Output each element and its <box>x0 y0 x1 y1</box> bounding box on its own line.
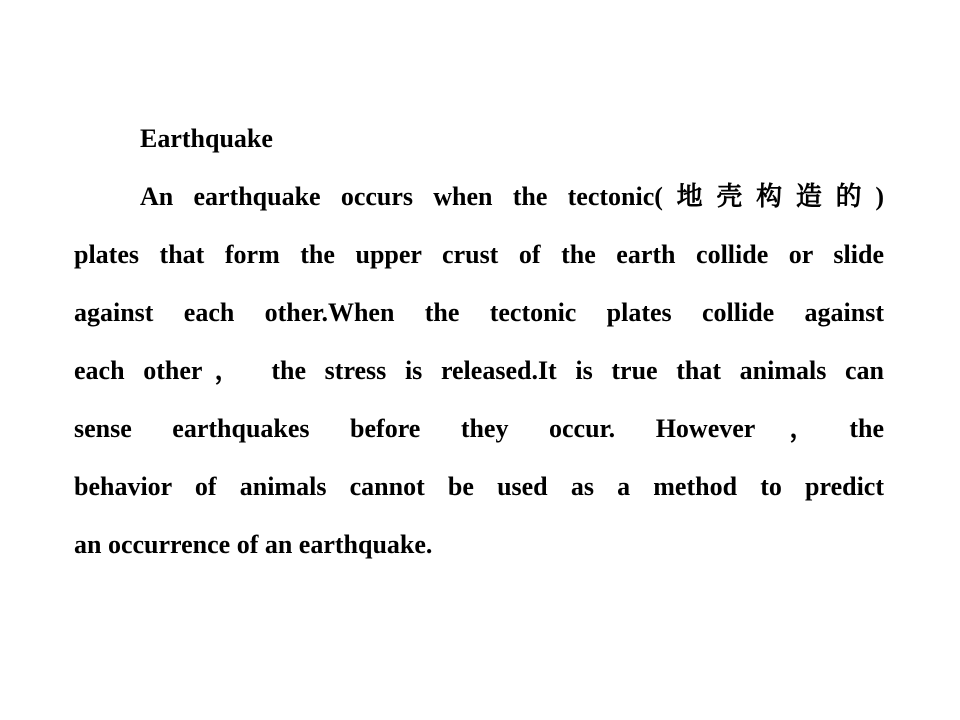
paragraph-line: an occurrence of an earthquake. <box>74 530 433 559</box>
paragraph-line: against each other.When the tectonic plates collide against <box>74 298 884 327</box>
paragraph-line: each other， the stress is released.It is true that animals can <box>74 356 884 385</box>
page-title: Earthquake <box>140 124 273 153</box>
text-block <box>74 110 884 574</box>
paragraph-line: behavior of animals cannot be used as a method to predict <box>74 472 884 501</box>
paragraph-line: An earthquake occurs when the tectonic(地壳构造的) <box>140 182 884 211</box>
paragraph-line: sense earthquakes before they occur. However，the <box>74 414 884 443</box>
paragraph-line: plates that form the upper crust of the earth collide or slide <box>74 240 884 269</box>
paragraph <box>74 168 884 574</box>
